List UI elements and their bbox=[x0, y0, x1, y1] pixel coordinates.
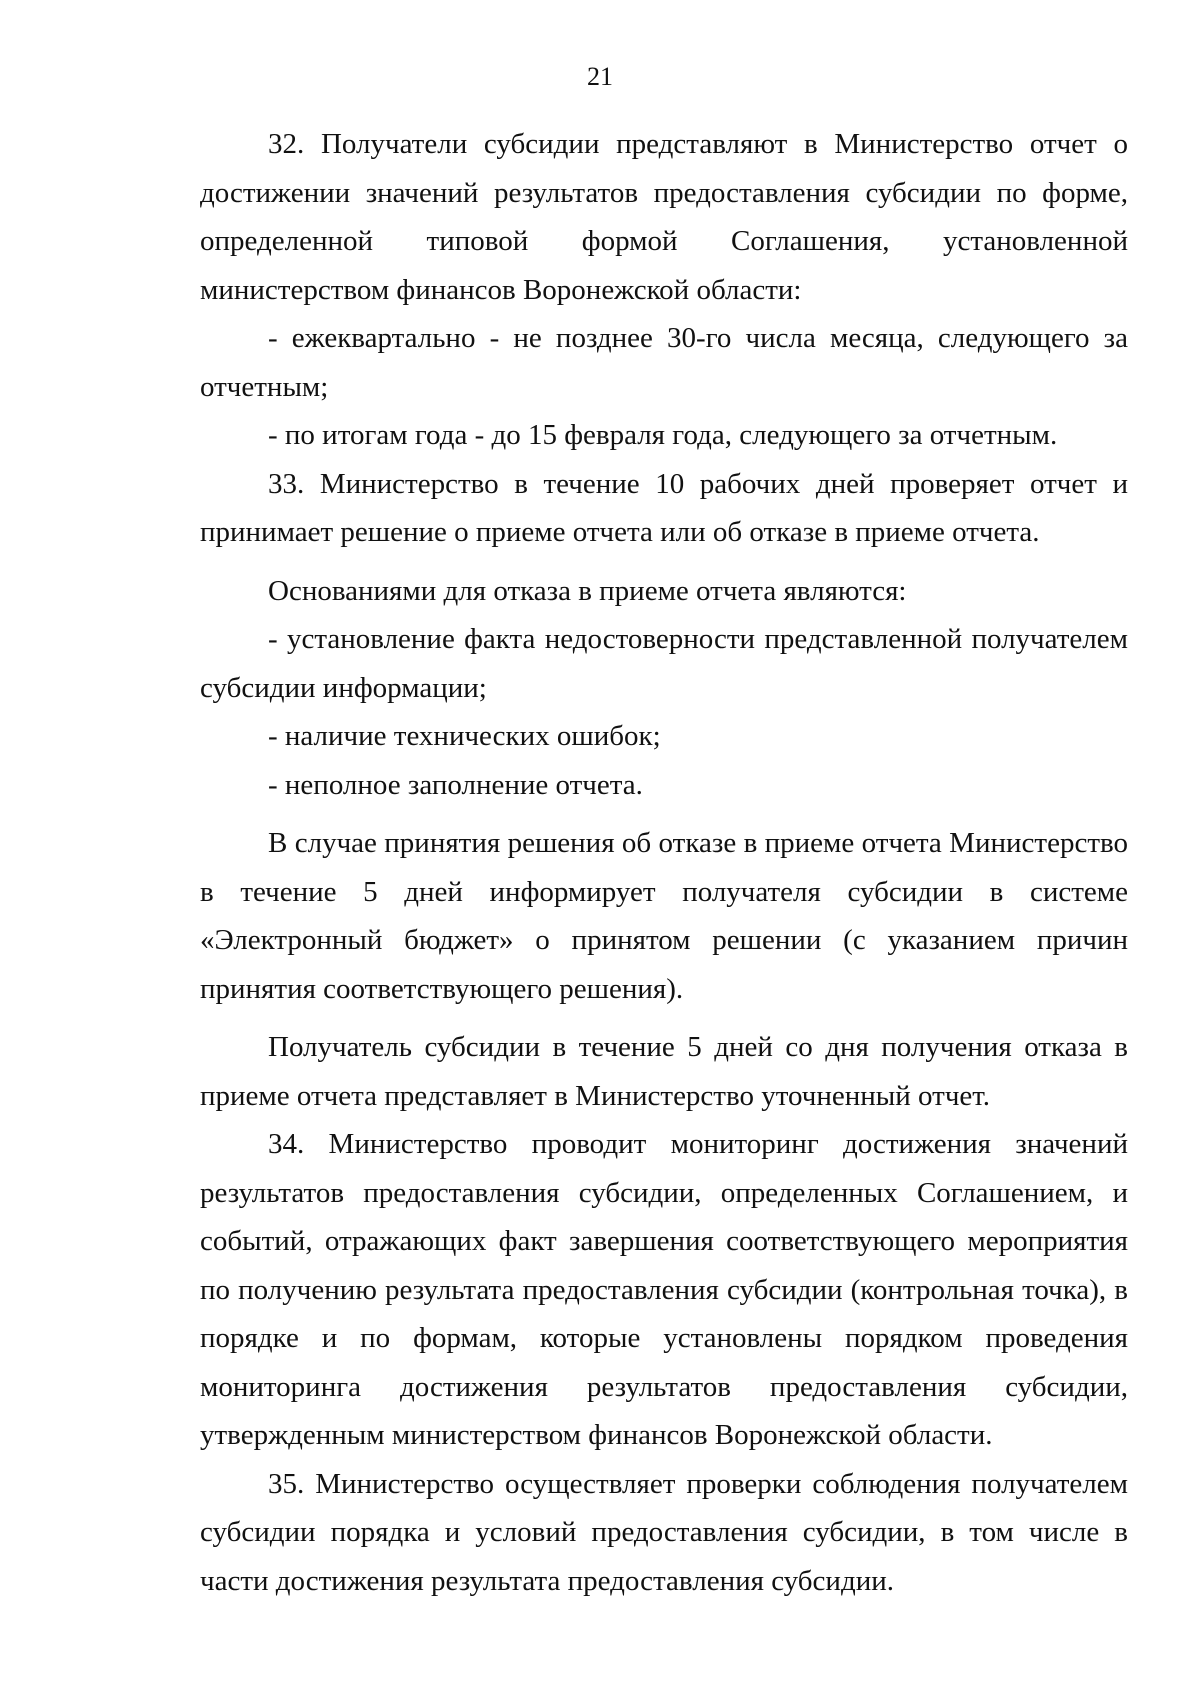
paragraph-revised-report: Получатель субсидии в течение 5 дней со дня получения отказа в приеме отчета представляет в Министерство уточненный отчет. bbox=[200, 1031, 1128, 1112]
page-number: 21 bbox=[587, 62, 613, 91]
list-item-incomplete-report: - неполное заполнение отчета. bbox=[268, 768, 643, 801]
rejection-grounds-heading: Основаниями для отказа в приеме отчета являются: bbox=[268, 574, 907, 607]
paragraph-32: 32. Получатели субсидии представляют в Министерство отчет о достижении значений результатов предоставления субсидии по форме, определенной типовой формой Соглашения, установленной министерством финансов Воронежской области: bbox=[200, 128, 1128, 306]
paragraph-33: 33. Министерство в течение 10 рабочих дней проверяет отчет и принимает решение о приеме отчета или об отказе в приеме отчета. bbox=[200, 467, 1128, 548]
list-item-unreliable-info: - установление факта недостоверности представленной получателем субсидии информации; bbox=[200, 623, 1128, 704]
paragraph-35: 35. Министерство осуществляет проверки соблюдения получателем субсидии порядка и условий предоставления субсидии, в том числе в части достижения результата предоставления субсидии. bbox=[200, 1467, 1128, 1597]
paragraph-34: 34. Министерство проводит мониторинг достижения значений результатов предоставления субсидии, определенных Соглашением, и событий, отражающих факт завершения соответствующего мероприятия по получению результата предоставления субсидии (контрольная точка), в порядке и по формам, которые установлены порядком проведения мониторинга достижения результатов предоставления субсидии, утвержденным министерством финансов Воронежской области. bbox=[200, 1128, 1128, 1451]
list-item-technical-errors: - наличие технических ошибок; bbox=[268, 720, 661, 752]
list-item-annual: - по итогам года - до 15 февраля года, следующего за отчетным. bbox=[268, 419, 1058, 451]
document-body bbox=[200, 120, 1128, 1605]
paragraph-rejection-notice: В случае принятия решения об отказе в приеме отчета Министерство в течение 5 дней информирует получателя субсидии в системе «Электронный бюджет» о принятом решении (с указанием причин принятия соответствующего решения). bbox=[200, 827, 1128, 1005]
list-item-quarterly: - ежеквартально - не позднее 30-го числа месяца, следующего за отчетным; bbox=[200, 322, 1128, 403]
